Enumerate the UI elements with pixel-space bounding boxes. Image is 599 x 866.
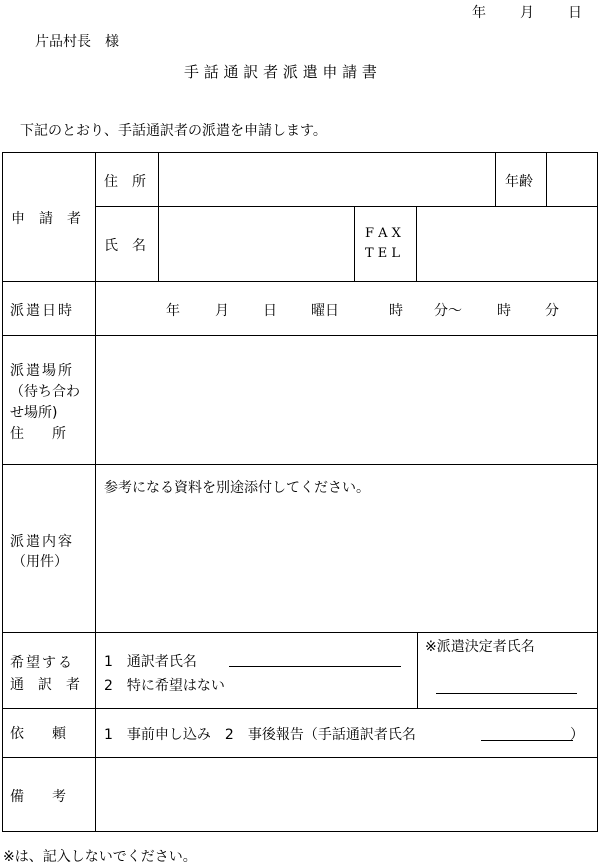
interpreter-option-1[interactable]: 1 通訳者氏名 bbox=[104, 654, 197, 670]
datetime-day: 日 bbox=[263, 303, 277, 319]
decided-name-label: ※派遣決定者氏名 bbox=[425, 639, 535, 655]
interpreter-option-2[interactable]: 2 特に希望はない bbox=[104, 678, 225, 694]
datetime-min1: 分～ bbox=[434, 303, 462, 319]
content-label-1: 派遣内容 bbox=[10, 534, 74, 550]
content-field[interactable] bbox=[97, 500, 596, 630]
datetime-month: 月 bbox=[215, 303, 229, 319]
place-label-3: せ場所) bbox=[10, 405, 58, 421]
tel-label: T E L bbox=[365, 246, 401, 261]
remarks-field[interactable] bbox=[97, 759, 596, 830]
address-label: 住 所 bbox=[104, 174, 146, 190]
document-title: 手 話 通 訳 者 派 遣 申 請 書 bbox=[184, 63, 377, 81]
request-interpreter-line[interactable] bbox=[481, 740, 573, 741]
datetime-weekday: 曜日 bbox=[311, 303, 339, 319]
addressee: 片品村長 様 bbox=[35, 34, 119, 50]
age-field[interactable] bbox=[548, 154, 596, 205]
place-label-2: （待ち合わ bbox=[10, 384, 80, 400]
fax-tel-field[interactable] bbox=[418, 208, 596, 280]
place-field[interactable] bbox=[97, 337, 596, 463]
datetime-year: 年 bbox=[166, 303, 180, 319]
content-note: 参考になる資料を別途添付してください。 bbox=[104, 480, 370, 496]
datetime-hour1: 時 bbox=[389, 303, 403, 319]
place-label-1: 派遣場所 bbox=[10, 363, 74, 379]
interpreter-name-line[interactable] bbox=[229, 666, 401, 667]
footer-note: ※は、記入しないでください。 bbox=[3, 849, 197, 865]
fax-label: F A X bbox=[365, 226, 401, 241]
applicant-label: 申 請 者 bbox=[11, 211, 81, 227]
request-label: 依 頼 bbox=[10, 726, 66, 742]
date-year: 年 bbox=[472, 5, 486, 21]
datetime-min2: 分 bbox=[545, 303, 559, 319]
age-label: 年齢 bbox=[505, 174, 533, 190]
name-field[interactable] bbox=[160, 208, 353, 280]
date-day: 日 bbox=[568, 5, 582, 21]
intro-text: 下記のとおり、手話通訳者の派遣を申請します。 bbox=[20, 123, 327, 139]
address-field[interactable] bbox=[160, 154, 494, 205]
name-label: 氏 名 bbox=[104, 238, 146, 254]
decided-name-line bbox=[436, 693, 577, 694]
content-label-2: （用件） bbox=[12, 554, 68, 570]
request-options[interactable]: 1 事前申し込み 2 事後報告（手話通訳者氏名 bbox=[104, 727, 416, 743]
interpreter-label-2: 通 訳 者 bbox=[10, 677, 80, 693]
datetime-label: 派遣日時 bbox=[10, 303, 74, 319]
request-close-paren: ） bbox=[570, 727, 584, 743]
place-label-4: 住 所 bbox=[10, 426, 66, 442]
datetime-hour2: 時 bbox=[497, 303, 511, 319]
remarks-label: 備 考 bbox=[10, 789, 66, 805]
interpreter-label-1: 希望する bbox=[10, 655, 74, 671]
date-month: 月 bbox=[520, 5, 534, 21]
